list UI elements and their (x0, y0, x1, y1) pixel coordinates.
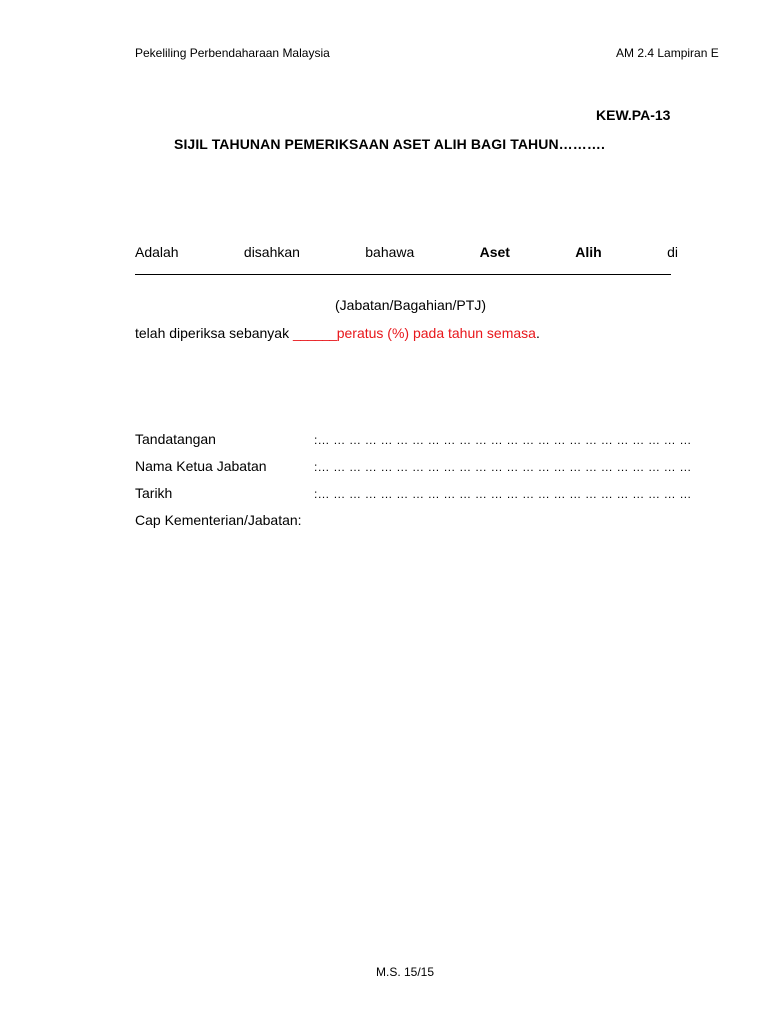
head-name-label: Nama Ketua Jabatan (135, 458, 267, 474)
header-left-text: Pekeliling Perbendaharaan Malaysia (135, 46, 330, 60)
page-number: M.S. 15/15 (376, 965, 435, 979)
header-right-text: AM 2.4 Lampiran E (616, 46, 719, 60)
certification-line (135, 244, 678, 260)
cert-word-alih: Alih (575, 244, 602, 260)
percentage-blank: ______ (293, 325, 337, 341)
document-title: SIJIL TAHUNAN PEMERIKSAAN ASET ALIH BAGI TAHUN………. (174, 136, 605, 152)
checked-prefix: telah diperiksa sebanyak (135, 325, 293, 341)
stamp-label: Cap Kementerian/Jabatan: (135, 512, 302, 528)
form-code: KEW.PA-13 (596, 107, 671, 123)
cert-word-adalah: Adalah (135, 244, 179, 260)
signature-dotted-field: :… … … … … … … … … … … … … … … … … … … … … … … … (314, 433, 692, 447)
head-name-dotted-field: :… … … … … … … … … … … … … … … … … … … … … … … … (314, 460, 692, 474)
department-label: (Jabatan/Bagahian/PTJ) (335, 297, 486, 313)
checked-suffix: peratus (%) pada tahun semasa (336, 325, 536, 341)
department-blank-line (135, 273, 671, 275)
date-dotted-field: :… … … … … … … … … … … … … … … … … … … … … … … … (314, 487, 692, 501)
cert-word-disahkan: disahkan (243, 244, 300, 260)
cert-word-aset: Aset (479, 244, 510, 260)
date-label: Tarikh (135, 485, 173, 501)
checked-percentage-line (135, 325, 540, 341)
checked-period: . (535, 325, 540, 341)
cert-word-bahawa: bahawa (365, 244, 415, 260)
cert-word-di: di (667, 244, 678, 260)
signature-label: Tandatangan (135, 431, 216, 447)
